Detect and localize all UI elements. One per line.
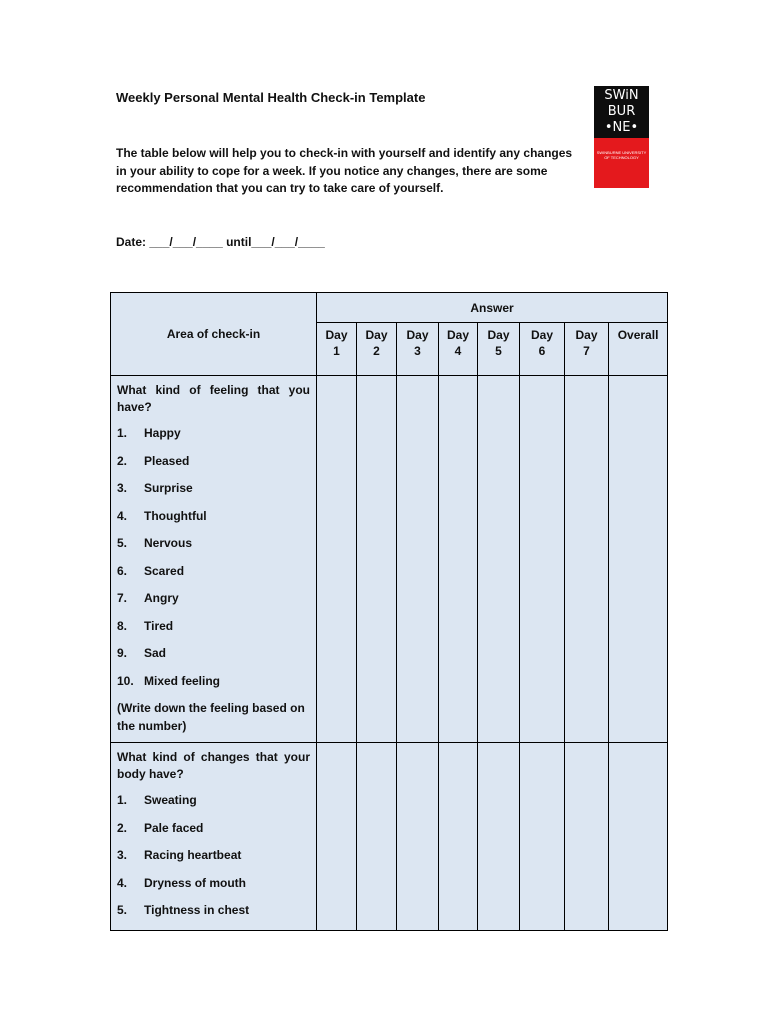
option-item bbox=[117, 590, 310, 607]
option-number: 4. bbox=[117, 508, 128, 523]
checkin-area-cell bbox=[111, 376, 317, 743]
day-answer-cell[interactable] bbox=[397, 743, 439, 931]
day-answer-cell[interactable] bbox=[317, 376, 357, 743]
option-number: 2. bbox=[117, 453, 128, 468]
day-answer-cell[interactable] bbox=[397, 376, 439, 743]
day-answer-cell[interactable] bbox=[439, 743, 478, 931]
day-answer-cell[interactable] bbox=[357, 743, 397, 931]
checkin-section-row bbox=[111, 376, 668, 743]
option-label: Angry bbox=[144, 591, 179, 605]
option-label: Pleased bbox=[144, 453, 190, 468]
option-item bbox=[117, 792, 310, 809]
document-title: Weekly Personal Mental Health Check-in Template bbox=[116, 90, 426, 105]
option-item bbox=[117, 480, 310, 497]
overall-answer-cell[interactable] bbox=[609, 743, 668, 931]
day-answer-cell[interactable] bbox=[478, 743, 520, 931]
section-note: (Write down the feeling based on the number) bbox=[117, 701, 305, 733]
checkin-area-cell bbox=[111, 743, 317, 931]
option-label: Racing heartbeat bbox=[144, 848, 242, 862]
intro-paragraph: The table below will help you to check-in with yourself and identify any changes in your ability to cope for a week. If you notice any changes, there are some recommendation that you can try to take care of yourself. bbox=[116, 146, 573, 195]
day-answer-cell[interactable] bbox=[565, 743, 609, 931]
option-label: Tired bbox=[144, 618, 174, 633]
option-item bbox=[117, 508, 310, 525]
date-line: Date: ___/___/____ until___/___/____ bbox=[116, 235, 325, 249]
option-number: 8. bbox=[117, 618, 128, 633]
checkin-table bbox=[110, 292, 668, 931]
option-number: 6. bbox=[117, 563, 128, 578]
option-number: 3. bbox=[117, 481, 128, 495]
day-answer-cell[interactable] bbox=[520, 743, 565, 931]
option-label: Surprise bbox=[144, 481, 193, 495]
option-label: Happy bbox=[144, 426, 181, 440]
option-number: 4. bbox=[117, 875, 128, 890]
option-number: 10. bbox=[117, 673, 134, 688]
day-header: Day 2 bbox=[357, 323, 397, 376]
option-item bbox=[117, 673, 310, 690]
section-question: What kind of feeling that you have? bbox=[117, 383, 310, 414]
section-question: What kind of changes that your body have? bbox=[117, 750, 310, 781]
day-answer-cell[interactable] bbox=[520, 376, 565, 743]
day-header: Day 3 bbox=[397, 323, 439, 376]
day-header: Day 1 bbox=[317, 323, 357, 376]
day-answer-cell[interactable] bbox=[317, 743, 357, 931]
day-header: Day 5 bbox=[478, 323, 520, 376]
day-answer-cell[interactable] bbox=[565, 376, 609, 743]
option-number: 2. bbox=[117, 820, 128, 835]
option-item bbox=[117, 902, 310, 919]
swinburne-logo bbox=[594, 86, 649, 188]
option-number: 3. bbox=[117, 848, 128, 862]
option-label: Sweating bbox=[144, 793, 197, 807]
day-header: Day 7 bbox=[565, 323, 609, 376]
day-header: Day 6 bbox=[520, 323, 565, 376]
option-number: 5. bbox=[117, 903, 128, 917]
option-item bbox=[117, 453, 310, 470]
option-number: 7. bbox=[117, 591, 128, 605]
overall-header: Overall bbox=[609, 323, 668, 376]
day-answer-cell[interactable] bbox=[439, 376, 478, 743]
overall-answer-cell[interactable] bbox=[609, 376, 668, 743]
option-label: Sad bbox=[144, 646, 167, 660]
option-number: 9. bbox=[117, 646, 128, 660]
area-header: Area of check-in bbox=[111, 293, 317, 376]
option-number: 1. bbox=[117, 793, 128, 807]
option-item bbox=[117, 425, 310, 442]
logo-wordmark: SWiN BUR •NE• bbox=[594, 86, 649, 138]
logo-subtitle: SWINBURNE UNIVERSITY OF TECHNOLOGY bbox=[594, 138, 649, 188]
option-label: Dryness of mouth bbox=[144, 875, 247, 890]
option-item bbox=[117, 820, 310, 837]
option-label: Thoughtful bbox=[144, 508, 207, 523]
option-label: Tightness in chest bbox=[144, 903, 250, 917]
day-answer-cell[interactable] bbox=[357, 376, 397, 743]
option-label: Mixed feeling bbox=[144, 673, 221, 688]
option-number: 5. bbox=[117, 536, 128, 550]
option-item bbox=[117, 875, 310, 892]
option-item bbox=[117, 645, 310, 662]
option-label: Pale faced bbox=[144, 820, 204, 835]
option-label: Scared bbox=[144, 563, 185, 578]
answer-header: Answer bbox=[317, 293, 668, 323]
option-item bbox=[117, 618, 310, 635]
option-item bbox=[117, 847, 310, 864]
checkin-section-row bbox=[111, 743, 668, 931]
day-header: Day 4 bbox=[439, 323, 478, 376]
option-label: Nervous bbox=[144, 536, 193, 550]
option-item bbox=[117, 535, 310, 552]
day-answer-cell[interactable] bbox=[478, 376, 520, 743]
option-item bbox=[117, 563, 310, 580]
option-number: 1. bbox=[117, 426, 128, 440]
